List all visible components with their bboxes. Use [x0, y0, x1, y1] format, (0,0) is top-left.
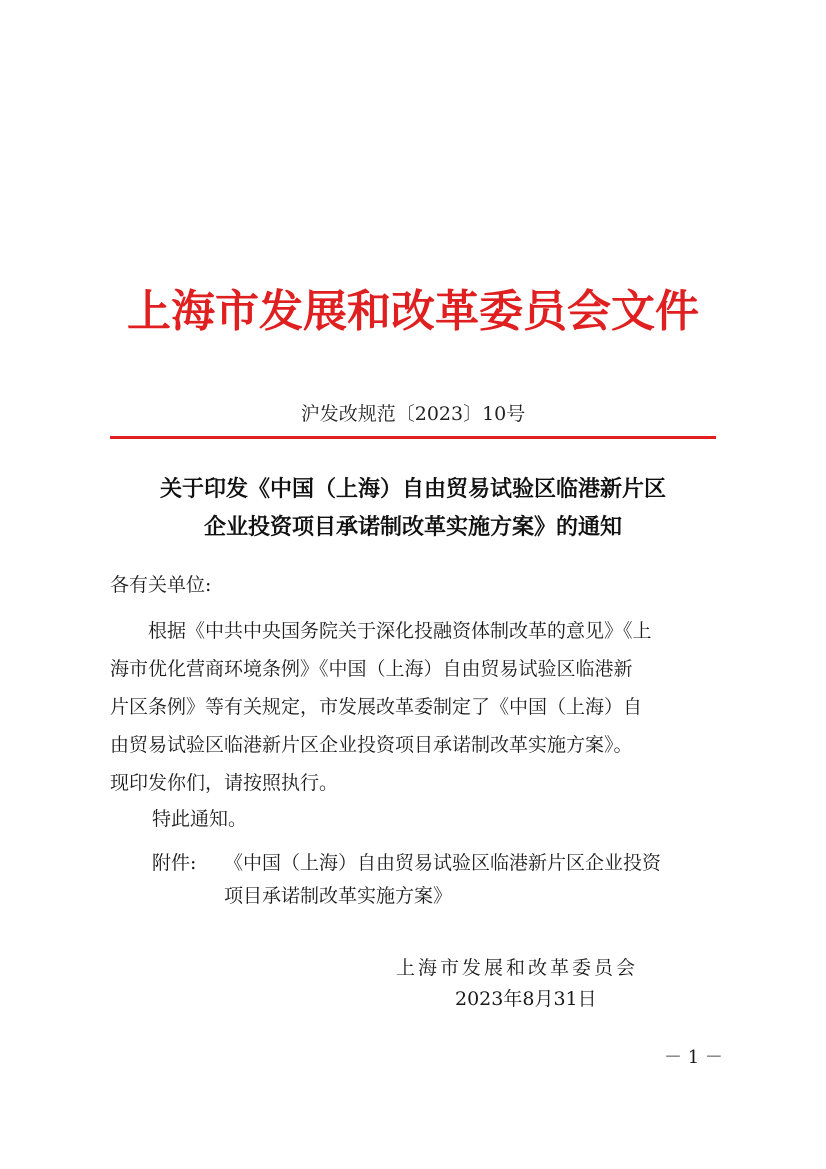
body-paragraph — [110, 612, 716, 802]
closing-notice: 特此通知。 — [152, 808, 248, 830]
red-divider-line — [110, 436, 716, 439]
document-number: 沪发改规范〔2023〕10号 — [300, 403, 526, 425]
salutation: 各有关单位: — [110, 574, 212, 596]
issue-date: 2023年8月31日 — [455, 988, 597, 1010]
attachment-line-1: 《中国（上海）自由贸易试验区临港新片区企业投资 — [224, 852, 662, 874]
body-line-4: 由贸易试验区临港新片区企业投资项目承诺制改革实施方案》。 — [110, 734, 633, 756]
attachment-line-2: 项目承诺制改革实施方案》 — [224, 885, 453, 907]
page-number: － 1 － — [664, 1047, 723, 1068]
attachment-block — [152, 847, 661, 913]
body-line-3: 片区条例》等有关规定，市发展改革委制定了《中国（上海）自 — [110, 696, 643, 718]
notice-title-line-1: 关于印发《中国（上海）自由贸易试验区临港新片区 — [159, 476, 666, 502]
body-line-5: 现印发你们，请按照执行。 — [110, 772, 339, 794]
masthead-title: 上海市发展和改革委员会文件 — [127, 286, 699, 337]
body-line-1: 根据《中共中央国务院关于深化投融资体制改革的意见》《上 — [110, 620, 652, 642]
attachment-label: 附件: — [152, 852, 197, 874]
notice-title-line-2: 企业投资项目承诺制改革实施方案》的通知 — [203, 514, 622, 540]
body-line-2: 海市优化营商环境条例》《中国（上海）自由贸易试验区临港新 — [110, 658, 633, 680]
notice-title — [90, 470, 736, 546]
issuer-signature: 上海市发展和改革委员会 — [396, 957, 639, 979]
